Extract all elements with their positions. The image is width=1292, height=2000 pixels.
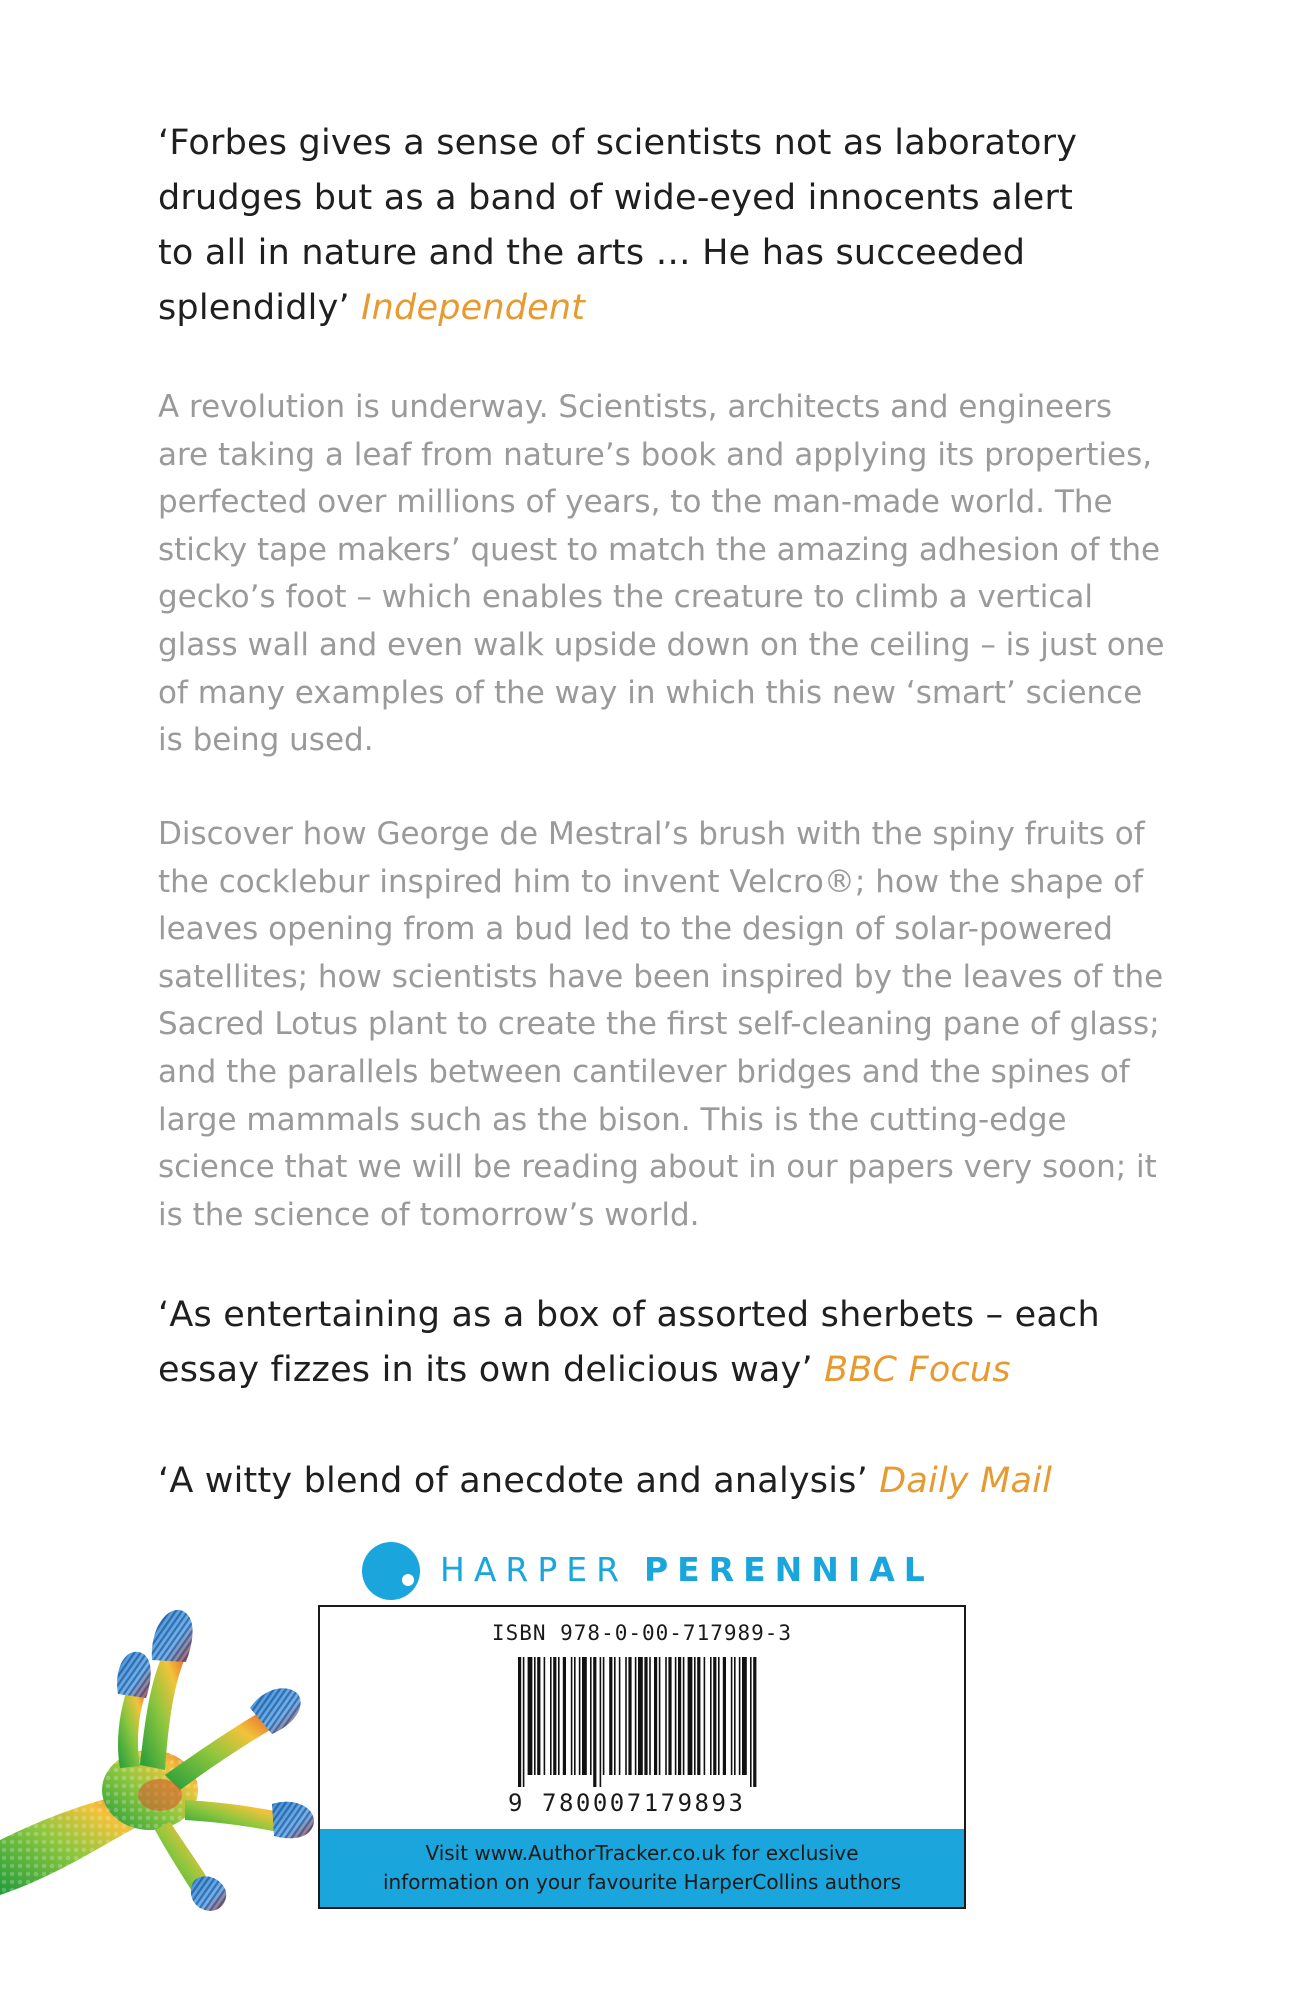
barcode-bar xyxy=(688,1657,693,1775)
barcode-lead-digit: 9 xyxy=(508,1789,523,1817)
barcode-bar xyxy=(697,1657,700,1775)
barcode-bar xyxy=(593,1657,596,1787)
logo-dot xyxy=(402,1574,414,1586)
tracker-line-2: information on your favourite HarperCollins authors xyxy=(382,1870,902,1894)
publisher-logo xyxy=(362,1536,934,1604)
barcode-digits: 780007179893 xyxy=(542,1789,746,1817)
barcode-bar xyxy=(734,1657,736,1775)
barcode-bar xyxy=(654,1657,657,1775)
quote-text: ‘A witty blend of anecdote and analysis’ xyxy=(158,1461,880,1501)
barcode-panel xyxy=(318,1605,966,1909)
barcode-bar xyxy=(628,1657,631,1775)
publisher-name-light: HARPER xyxy=(440,1550,628,1589)
barcode-bar xyxy=(558,1657,560,1775)
barcode-bar xyxy=(750,1657,752,1787)
barcode-bar xyxy=(753,1657,756,1787)
barcode-bar xyxy=(710,1657,712,1775)
review-quote-daily-mail xyxy=(158,1454,1178,1509)
gecko-foot-icon xyxy=(0,1590,320,1920)
quote-text: ‘Forbes gives a sense of scientists not as laboratory drudges but as a band of wide-eyed innocents alert to all in nature and the arts … He has succeeded splendidly’ xyxy=(158,123,1078,328)
barcode-bar xyxy=(723,1657,726,1775)
tracker-line-1: Visit www.AuthorTracker.co.uk for exclusive xyxy=(425,1841,859,1865)
barcode-bar xyxy=(668,1657,671,1775)
barcode-bar xyxy=(523,1657,525,1787)
barcode-bar xyxy=(518,1657,521,1787)
review-quote-bbc-focus xyxy=(158,1288,1178,1398)
barcode-bar xyxy=(537,1657,540,1775)
publisher-name-bold: PERENNIAL xyxy=(644,1550,934,1589)
isbn-label: ISBN 978-0-00-717989-3 xyxy=(491,1621,793,1645)
barcode-bar xyxy=(528,1657,533,1775)
barcode-bar xyxy=(603,1657,605,1775)
barcode-bar xyxy=(665,1657,667,1775)
barcode-bar xyxy=(683,1657,685,1775)
review-quote-independent xyxy=(158,116,1118,336)
barcode-bar xyxy=(649,1657,651,1775)
barcode-bar xyxy=(550,1657,552,1775)
barcode-bar xyxy=(571,1657,573,1775)
logo-circle-icon xyxy=(362,1542,420,1600)
barcode-bar xyxy=(704,1657,706,1775)
blurb-paragraph-2: Discover how George de Mestral’s brush with the spiny fruits of the cocklebur inspired him to invent Velcro®; how the shape of leaves opening from a bud led to the design of solar-powered satellites; how scientists have been inspired by the leaves of the Sacred Lotus plant to create the first self-cleaning pane of glass; and the parallels between cantilever bridges and the spines of large mammals such as the bison. This is the cutting-edge science that we will be reading about in our papers very soon; it is the science of tomorrow’s world. xyxy=(158,816,1164,1233)
quote-source: Independent xyxy=(361,288,586,328)
barcode-bar xyxy=(678,1657,681,1775)
barcode-bar xyxy=(659,1657,661,1775)
barcode-bar xyxy=(635,1657,637,1775)
quote-text: ‘As entertaining as a box of assorted sherbets – each essay fizzes in its own delicious way’ xyxy=(158,1295,1100,1390)
barcode-bar xyxy=(718,1657,720,1775)
quote-source: BBC Focus xyxy=(824,1350,1011,1390)
barcode-icon xyxy=(518,1657,758,1787)
barcode-bar xyxy=(582,1657,587,1775)
barcode-bar xyxy=(553,1657,556,1775)
author-tracker-banner xyxy=(320,1829,964,1907)
barcode-bar xyxy=(644,1657,647,1775)
barcode-bar xyxy=(675,1657,677,1775)
barcode-bar xyxy=(544,1657,546,1775)
barcode-bar xyxy=(614,1657,616,1775)
barcode-bar xyxy=(609,1657,612,1775)
barcode-bar xyxy=(590,1657,592,1775)
barcode-bar xyxy=(619,1657,621,1775)
barcode-bar xyxy=(600,1657,602,1787)
barcode-bar xyxy=(574,1657,576,1775)
barcode-bar xyxy=(694,1657,696,1775)
barcode-bar xyxy=(579,1657,581,1775)
barcode-bar xyxy=(534,1657,536,1775)
blurb-paragraph-1: A revolution is underway. Scientists, architects and engineers are taking a leaf from nature’s book and applying its properties, perfected over millions of years, to the man-made world. The sticky tape makers’ quest to match the amazing adhesion of the gecko’s foot – which enables the creature to climb a vertical glass wall and even walk upside down on the ceiling – is just one of many examples of the way in which this new ‘smart’ science is being used. xyxy=(158,389,1165,759)
barcode-bar xyxy=(731,1657,733,1775)
barcode-bar xyxy=(742,1657,747,1775)
quote-source: Daily Mail xyxy=(879,1461,1053,1501)
barcode-bar xyxy=(563,1657,566,1775)
barcode-bar xyxy=(638,1657,643,1775)
barcode-bar xyxy=(713,1657,716,1775)
barcode-bar xyxy=(739,1657,741,1775)
barcode-bar xyxy=(625,1657,627,1775)
